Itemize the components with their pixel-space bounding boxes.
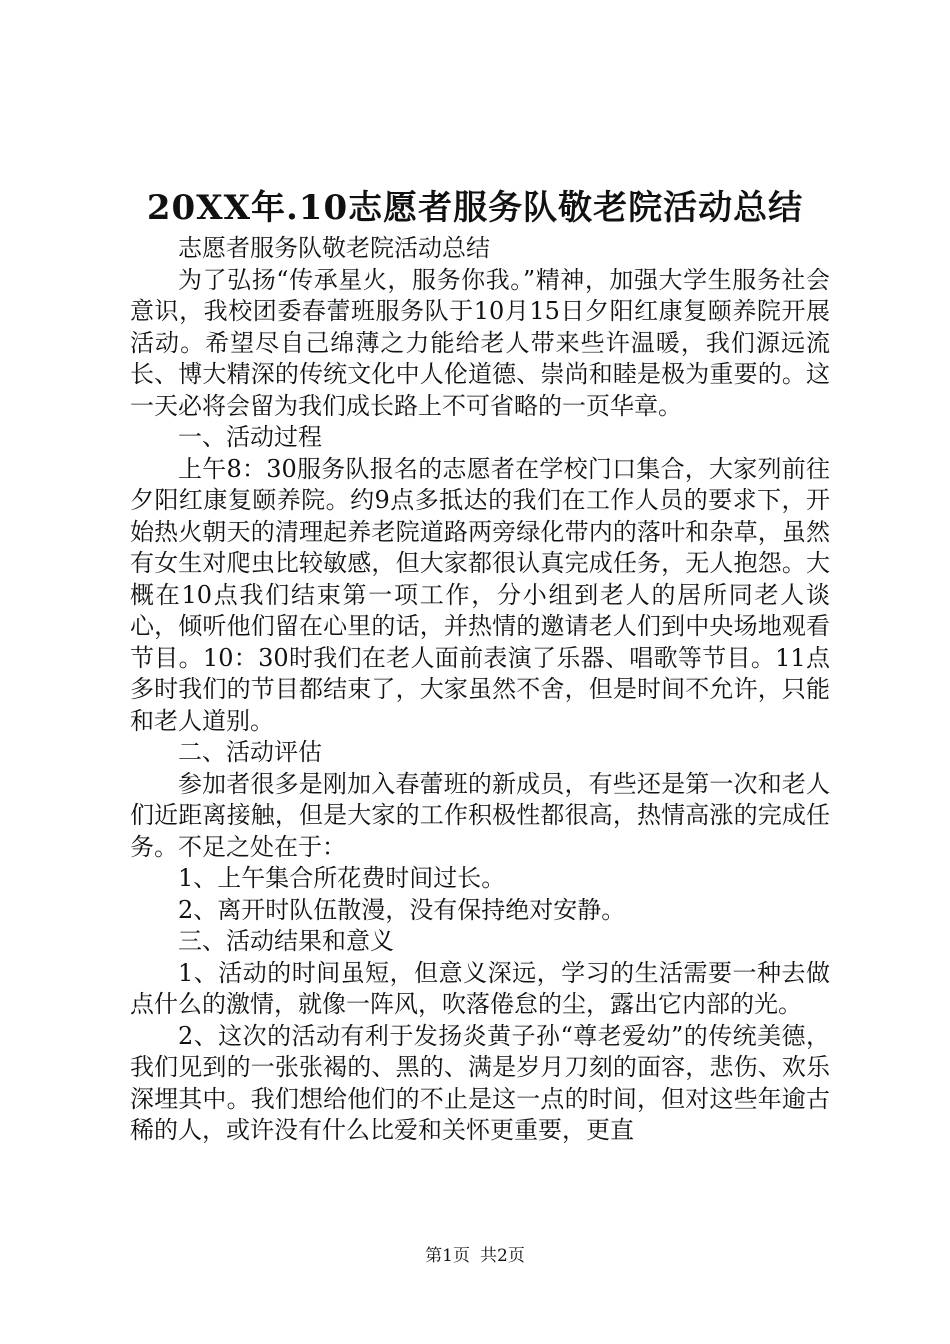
shortcoming-item-1: 1、上午集合所花费时间过长。 [178,864,506,892]
section-heading-process: 一、活动过程 [178,423,322,451]
evaluation-paragraph: 参加者很多是刚加入春蕾班的新成员，有些还是第一次和老人们近距离接触，但是大家的工作积极性都很高，热情高涨的完成任务。不足之处在于： [130,769,830,861]
process-paragraph: 上午8：30服务队报名的志愿者在学校门口集合，大家列前往夕阳红康复颐养院。约9点多抵达的我们在工作人员的要求下，开始热火朝天的清理起养老院道路两旁绿化带内的落叶和杂草，虽然有女生对爬虫比较敏感，但大家都很认真完成任务，无人抱怨。大概在10点我们结束第一项工作，分小组到老人的居所同老人谈心，倾听他们留在心里的话，并热情的邀请老人们到中央场地观看节目。10：30时我们在老人面前表演了乐器、唱歌等节目。11点多时我们的节目都结束了，大家虽然不舍，但是时间不允许，只能和老人道别。 [130,454,830,735]
document-body [130,233,830,1147]
page-footer [0,1245,950,1267]
section-heading-results: 三、活动结果和意义 [178,927,394,955]
result-paragraph-1: 1、活动的时间虽短，但意义深远，学习的生活需要一种去做点什么的激情，就像一阵风，吹落倦怠的尘，露出它内部的光。 [130,958,830,1018]
result-paragraph-2: 2、这次的活动有利于发扬炎黄子孙“尊老爱幼”的传统美德，我们见到的一张张褐的、黑的、满是岁月刀刻的面容，悲伤、欢乐深埋其中。我们想给他们的不止是这一点的时间，但对这些年逾古稀的人，或许没有什么比爱和关怀更重要，更直 [130,1021,830,1144]
page-total: 共2页 [480,1246,525,1266]
document-title: 20XX年.10志愿者服务队敬老院活动总结 [146,188,804,228]
intro-paragraph: 为了弘扬“传承星火，服务你我。”精神，加强大学生服务社会意识，我校团委春蕾班服务队于10月15日夕阳红康复颐养院开展活动。希望尽自己绵薄之力能给老人带来些许温暖，我们源远流长、博大精深的传统文化中人伦道德、崇尚和睦是极为重要的。这一天必将会留为我们成长路上不可省略的一页华章。 [130,265,830,420]
section-heading-evaluation: 二、活动评估 [178,738,322,766]
subtitle-paragraph: 志愿者服务队敬老院活动总结 [178,234,490,262]
shortcoming-item-2: 2、离开时队伍散漫，没有保持绝对安静。 [178,895,626,924]
page-number: 第1页 [425,1246,470,1266]
